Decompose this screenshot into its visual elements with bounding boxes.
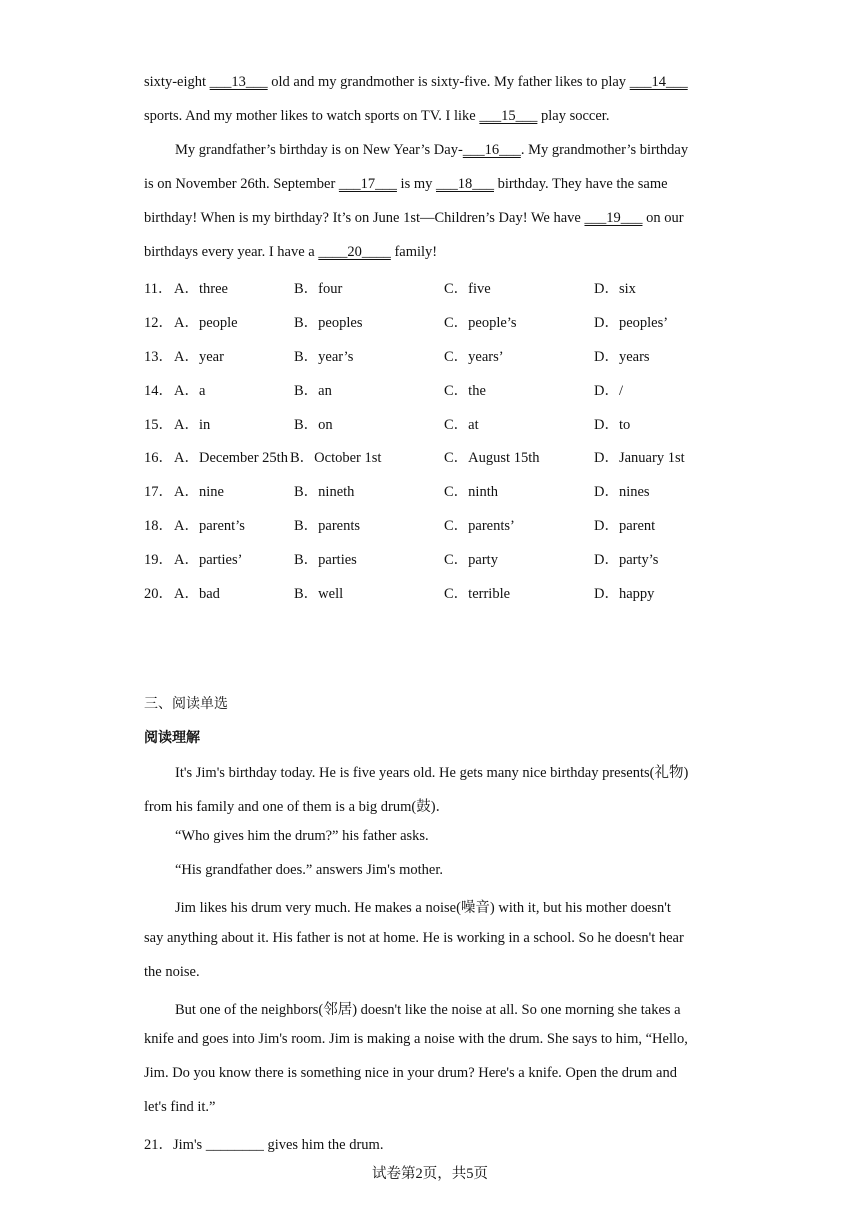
question-number: 19． <box>144 552 173 568</box>
question-number: 16． <box>144 450 173 466</box>
option-a[interactable]: A．bad <box>174 586 220 602</box>
question-14 <box>144 379 744 399</box>
option-a[interactable]: A．year <box>174 349 224 365</box>
question-15 <box>144 413 744 433</box>
option-a[interactable]: A．three <box>174 281 228 297</box>
cloze-text: birthday. They have the same <box>494 176 668 192</box>
option-b[interactable]: B．parties <box>294 552 357 568</box>
option-a[interactable]: A．people <box>174 315 238 331</box>
question-21: 21．Jim's ________ gives him the drum. <box>144 1137 384 1153</box>
passage-line: the noise. <box>144 964 200 980</box>
option-a[interactable]: A．a <box>174 383 206 399</box>
passage-line: from his family and one of them is a big drum(鼓)． <box>144 799 451 815</box>
question-number: 20． <box>144 586 173 602</box>
cloze-text: sports. And my mother likes to watch sports on TV. I like <box>144 108 480 124</box>
passage-line: knife and goes into Jim's room. Jim is making a noise with the drum. She says to him, “Hello, <box>144 1031 688 1047</box>
option-d[interactable]: D．six <box>594 281 636 297</box>
question-11 <box>144 277 744 297</box>
question-17 <box>144 480 744 500</box>
cloze-text: on our <box>642 210 684 226</box>
blank-18[interactable]: ___18___ <box>436 176 494 192</box>
section-subtitle: 阅读理解 <box>144 730 200 746</box>
question-13 <box>144 345 744 365</box>
cloze-text: My grandfather’s birthday is on New Year’s Day- <box>175 142 463 158</box>
option-d[interactable]: D．to <box>594 417 631 433</box>
option-a[interactable]: A．parent’s <box>174 518 245 534</box>
question-18 <box>144 514 744 534</box>
option-d[interactable]: D．years <box>594 349 650 365</box>
option-c[interactable]: C．people’s <box>444 315 517 331</box>
passage-line: let's find it.” <box>144 1099 216 1115</box>
question-12 <box>144 311 744 331</box>
option-c[interactable]: C．parents’ <box>444 518 515 534</box>
passage-line: But one of the neighbors(邻居) doesn't like the noise at all. So one morning she takes a <box>175 1002 681 1018</box>
cloze-text: is my <box>396 176 436 192</box>
passage-line: say anything about it. His father is not at home. He is working in a school. So he doesn't hear <box>144 930 684 946</box>
passage-line: “Who gives him the drum?” his father asks. <box>175 828 429 844</box>
option-b[interactable]: B．nineth <box>294 484 355 500</box>
question-20 <box>144 582 744 602</box>
option-b[interactable]: B．peoples <box>294 315 363 331</box>
cloze-text: birthday! When is my birthday? It’s on June 1st—Children’s Day! We have <box>144 210 585 226</box>
blank-20[interactable]: ____20____ <box>318 244 391 260</box>
cloze-line-1 <box>144 74 688 91</box>
cloze-text: sixty-eight <box>144 74 210 90</box>
option-b[interactable]: B．parents <box>294 518 361 534</box>
cloze-text: play soccer. <box>537 108 610 124</box>
option-c[interactable]: C．terrible <box>444 586 511 602</box>
cloze-text: old and my grandmother is sixty-five. My father likes to play <box>267 74 630 90</box>
question-number: 14． <box>144 383 173 399</box>
cloze-line-4 <box>144 176 668 193</box>
option-a[interactable]: A．parties’ <box>174 552 243 568</box>
question-16 <box>144 446 744 466</box>
option-d[interactable]: D．January 1st <box>594 450 685 466</box>
question-number: 13． <box>144 349 173 365</box>
passage-line: It's Jim's birthday today. He is five years old. He gets many nice birthday presents(礼物) <box>175 765 689 781</box>
question-number: 17． <box>144 484 173 500</box>
question-number: 11． <box>144 281 173 297</box>
cloze-line-2 <box>144 108 609 125</box>
blank-13[interactable]: ___13___ <box>209 74 268 90</box>
cloze-text: birthdays every year. I have a <box>144 244 319 260</box>
question-19 <box>144 548 744 568</box>
blank-15[interactable]: ___15___ <box>479 108 538 124</box>
cloze-line-6 <box>144 244 437 261</box>
option-d[interactable]: D．happy <box>594 586 655 602</box>
option-b[interactable]: B．four <box>294 281 343 297</box>
passage-line: Jim. Do you know there is something nice in your drum? Here's a knife. Open the drum and <box>144 1065 677 1081</box>
option-c[interactable]: C．five <box>444 281 491 297</box>
option-d[interactable]: D．peoples’ <box>594 315 669 331</box>
blank-16[interactable]: ___16___ <box>462 142 521 158</box>
cloze-text: is on November 26th. September <box>144 176 339 192</box>
passage-line: Jim likes his drum very much. He makes a noise(噪音) with it, but his mother doesn't <box>175 900 671 916</box>
option-d[interactable]: D．party’s <box>594 552 659 568</box>
option-d[interactable]: D．/ <box>594 383 623 399</box>
option-b[interactable]: B．well <box>294 586 344 602</box>
option-c[interactable]: C．party <box>444 552 498 568</box>
option-a[interactable]: A．in <box>174 417 211 433</box>
question-number: 18． <box>144 518 173 534</box>
option-b[interactable]: B．October 1st <box>290 450 382 466</box>
option-b[interactable]: B．on <box>294 417 333 433</box>
option-d[interactable]: D．nines <box>594 484 650 500</box>
option-d[interactable]: D．parent <box>594 518 656 534</box>
option-c[interactable]: C．at <box>444 417 479 433</box>
option-c[interactable]: C．years’ <box>444 349 504 365</box>
cloze-line-3 <box>175 142 688 159</box>
option-c[interactable]: C．August 15th <box>444 450 540 466</box>
cloze-text: family! <box>390 244 438 260</box>
option-c[interactable]: C．the <box>444 383 486 399</box>
cloze-text: . My grandmother’s birthday <box>520 142 689 158</box>
passage-line: “His grandfather does.” answers Jim's mother. <box>175 862 443 878</box>
option-a[interactable]: A．nine <box>174 484 224 500</box>
option-b[interactable]: B．year’s <box>294 349 354 365</box>
blank-19[interactable]: ___19___ <box>584 210 643 226</box>
section-title: 三、阅读单选 <box>144 696 228 712</box>
page-footer: 试卷第2页，共5页 <box>372 1166 488 1182</box>
question-number: 12． <box>144 315 173 331</box>
blank-14[interactable]: ___14___ <box>629 74 688 90</box>
option-a[interactable]: A．December 25th <box>174 450 288 466</box>
blank-17[interactable]: ___17___ <box>338 176 397 192</box>
option-c[interactable]: C．ninth <box>444 484 498 500</box>
question-number: 15． <box>144 417 173 433</box>
cloze-line-5 <box>144 210 684 227</box>
option-b[interactable]: B．an <box>294 383 332 399</box>
